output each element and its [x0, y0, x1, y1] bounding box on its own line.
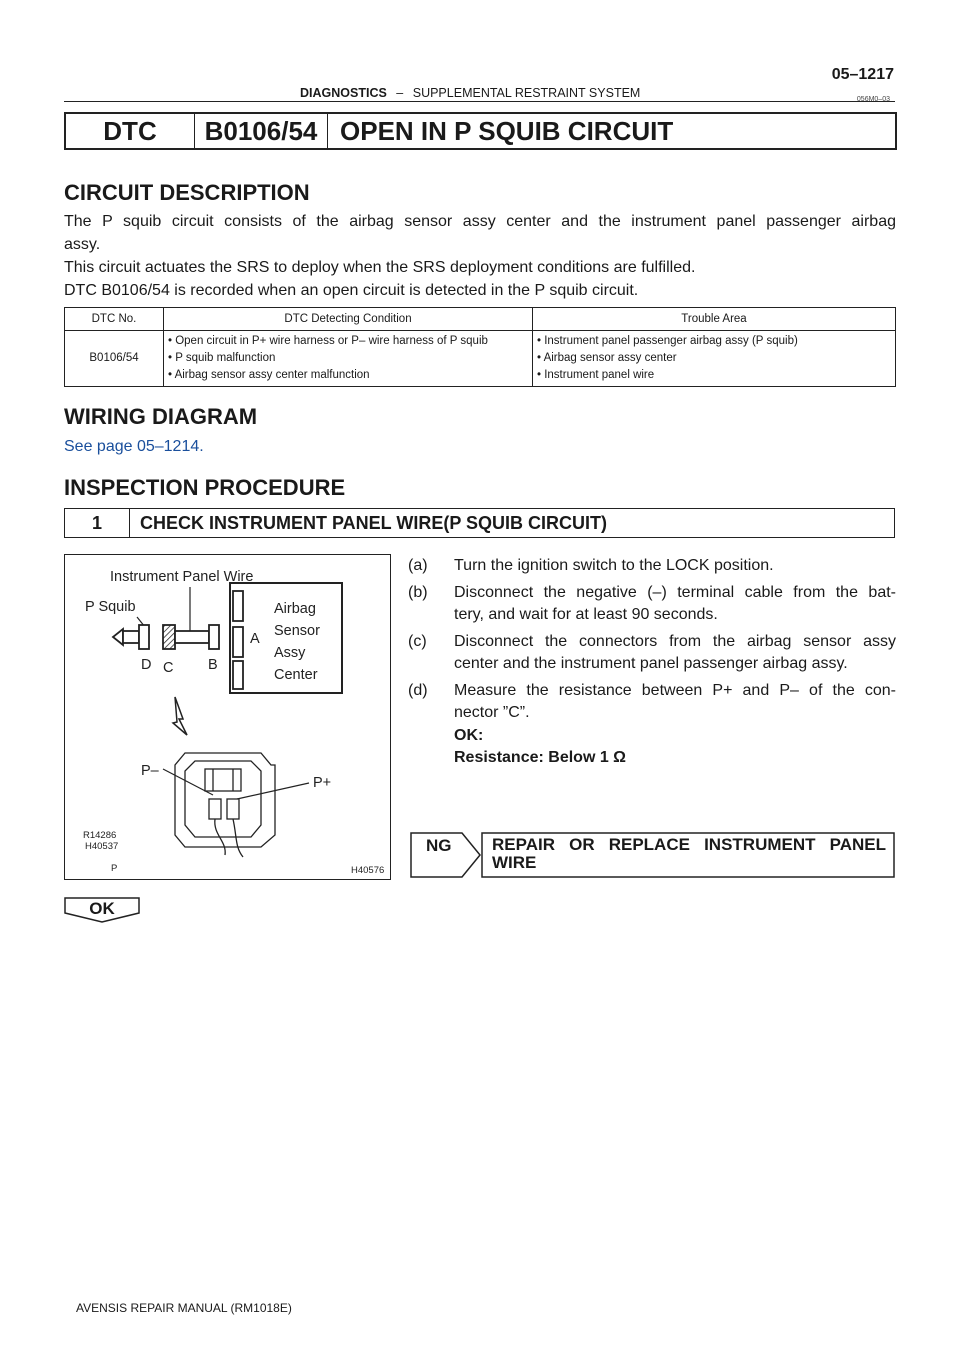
figure-id: H40576 [351, 865, 385, 876]
step-text: Turn the ignition switch to the LOCK position. [454, 557, 774, 574]
ng-result-box [410, 832, 895, 878]
wiring-diagram-link[interactable]: See page 05–1214. [64, 438, 204, 455]
connector-a-pin [233, 627, 243, 657]
header-subsection: SUPPLEMENTAL RESTRAINT SYSTEM [412, 86, 641, 100]
desc-line-1: The P squib circuit consists of the airbag sensor assy center and the instrument panel passenger airbag [64, 213, 896, 230]
title-description: OPEN IN P SQUIB CIRCUIT [340, 116, 674, 146]
ok-criteria [408, 725, 896, 770]
running-header [300, 86, 800, 100]
label-sensor: Sensor [274, 623, 320, 639]
title-code: B0106/54 [195, 114, 328, 148]
connector-figure [64, 554, 391, 880]
dtc-table [64, 307, 896, 387]
table-header: DTC No. [65, 308, 164, 331]
list-item [408, 555, 896, 578]
label-center: Center [274, 667, 318, 683]
ref-code: P [111, 863, 118, 874]
label-p-plus: P+ [313, 775, 332, 791]
step-title: CHECK INSTRUMENT PANEL WIRE(P SQUIB CIRCUIT) [140, 513, 608, 533]
table-header: DTC Detecting Condition [164, 308, 533, 331]
condition-item: • Airbag sensor assy center malfunction [168, 369, 370, 381]
table-header: Trouble Area [533, 308, 896, 331]
ok-label: OK [89, 899, 115, 918]
squib-body [123, 631, 139, 643]
header-section: DIAGNOSTICS [300, 86, 387, 100]
desc-line-4: DTC B0106/54 is recorded when an open circuit is detected in the P squib circuit. [64, 282, 639, 299]
step-label: (a) [408, 557, 428, 574]
ok-value: Resistance: Below 1 Ω [454, 749, 626, 766]
label-connector-c: C [163, 660, 174, 676]
detecting-condition-cell [164, 331, 533, 387]
connector-diagram [65, 555, 390, 879]
header-separator: – [396, 86, 404, 100]
list-item [408, 631, 896, 676]
circuit-description-heading: CIRCUIT DESCRIPTION [64, 180, 310, 205]
list-item [408, 582, 896, 627]
condition-item: • P squib malfunction [168, 352, 276, 364]
ref-code: R14286 [83, 830, 117, 841]
ng-action-line-1: REPAIR OR REPLACE INSTRUMENT PANEL [492, 835, 886, 854]
table-row [65, 331, 896, 387]
step-1-box [64, 508, 895, 538]
step-text-cont: center and the instrument panel passenger airbag assy. [454, 655, 848, 672]
ref-code: H40537 [85, 841, 119, 852]
label-p-squib: P Squib [85, 599, 136, 615]
step-label: (d) [408, 681, 428, 699]
connector-c [163, 625, 175, 649]
title-dtc: DTC [66, 114, 195, 148]
header-rule [64, 101, 895, 102]
connector-face [175, 753, 275, 857]
desc-line-2: assy. [64, 236, 101, 253]
inspection-procedure-heading: INSPECTION PROCEDURE [64, 475, 346, 500]
squib-tip [113, 629, 123, 645]
connector-d [139, 625, 149, 649]
ok-result-button[interactable] [64, 897, 140, 923]
label-connector-a: A [250, 631, 260, 647]
table-header-row [65, 308, 896, 331]
step-number: 1 [65, 509, 130, 537]
step-label: (b) [408, 583, 428, 601]
desc-line-3: This circuit actuates the SRS to deploy when the SRS deployment conditions are fulfilled. [64, 259, 696, 276]
leader-line [237, 783, 309, 799]
list-item [408, 680, 896, 725]
ng-label: NG [426, 836, 452, 855]
trouble-area-cell [533, 331, 896, 387]
step-text: Measure the resistance between P+ and P– of the con- [454, 681, 896, 699]
doc-code: 056M0–03 [856, 96, 890, 103]
label-p-minus: P– [141, 763, 159, 779]
trouble-area-item: • Airbag sensor assy center [537, 352, 677, 364]
step-text-cont: tery, and wait for at least 90 seconds. [454, 606, 718, 623]
dtc-title-box [64, 112, 897, 150]
label-airbag: Airbag [274, 601, 316, 617]
page-number: 05–1217 [831, 66, 894, 83]
trouble-area-item: • Instrument panel wire [537, 369, 655, 381]
condition-item: • Open circuit in P+ wire harness or P– wire harness of P squib [168, 335, 488, 347]
harness-wire [175, 631, 209, 643]
connector-b [209, 625, 219, 649]
label-connector-d: D [141, 657, 152, 673]
label-instrument-panel-wire: Instrument Panel Wire [110, 569, 254, 585]
ng-action-line-2: WIRE [492, 853, 537, 872]
footer-manual-name: AVENSIS REPAIR MANUAL (RM1018E) [76, 1301, 292, 1315]
wiring-diagram-heading: WIRING DIAGRAM [64, 404, 258, 429]
trouble-area-item: • Instrument panel passenger airbag assy (P squib) [537, 335, 798, 347]
connector-a-pin [233, 591, 243, 621]
dtc-number-cell: B0106/54 [65, 331, 164, 387]
ok-label: OK: [454, 726, 484, 744]
connector-a-pin [233, 661, 243, 689]
step-text: Disconnect the negative (–) terminal cable from the bat- [454, 583, 896, 601]
step-text: Disconnect the connectors from the airbag sensor assy [454, 632, 896, 650]
step-label: (c) [408, 632, 427, 650]
label-assy: Assy [274, 645, 306, 661]
arrow-icon [173, 697, 187, 735]
label-connector-b: B [208, 657, 218, 673]
step-text-cont: nector ”C”. [454, 704, 530, 721]
step-instructions [408, 555, 896, 770]
